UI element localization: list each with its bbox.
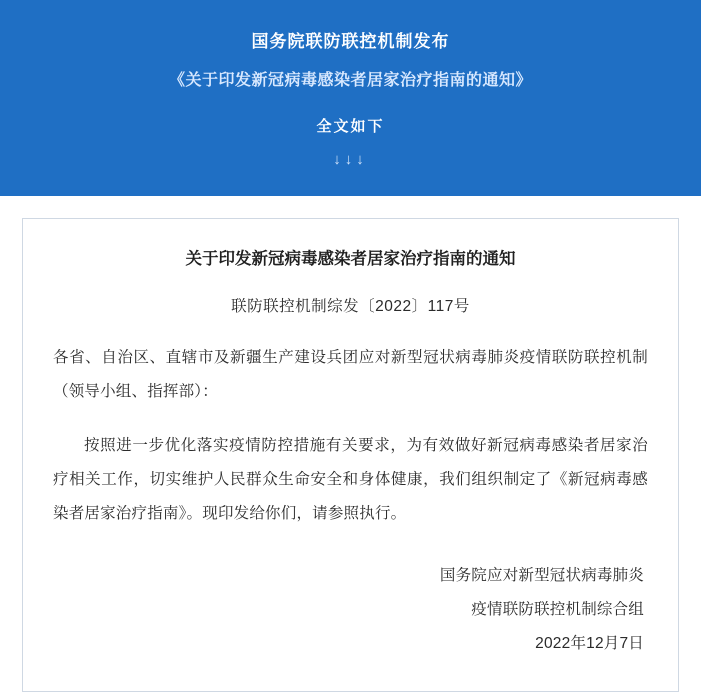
announcement-banner — [0, 0, 701, 196]
signature-line-2: 疫情联防联控机制综合组 — [471, 601, 644, 618]
document-paragraph-recipients: 各省、自治区、直辖市及新疆生产建设兵团应对新型冠状病毒肺炎疫情联防联控机制（领导小组、指挥部）： — [53, 349, 648, 400]
document-number: 联防联控机制综发〔2022〕117号 — [231, 298, 470, 315]
document-card — [22, 218, 679, 692]
signature-date: 2022年12月7日 — [535, 635, 644, 652]
document-container — [0, 196, 701, 692]
banner-note: 全文如下 — [316, 118, 385, 135]
document-paragraph-body: 按照进一步优化落实疫情防控措施有关要求，为有效做好新冠病毒感染者居家治疗相关工作，切实维护人民群众生命安全和身体健康，我们组织制定了《新冠病毒感染者居家治疗指南》。现印发给你们，请参照执行。 — [53, 437, 648, 522]
signature-line-1: 国务院应对新型冠状病毒肺炎 — [439, 567, 644, 584]
banner-subtitle: 《关于印发新冠病毒感染者居家治疗指南的通知》 — [168, 72, 532, 89]
document-signature — [53, 559, 648, 661]
document-title: 关于印发新冠病毒感染者居家治疗指南的通知 — [185, 250, 516, 268]
banner-title: 国务院联防联控机制发布 — [251, 32, 450, 51]
down-arrows-icon: ↓↓↓ — [333, 151, 368, 168]
